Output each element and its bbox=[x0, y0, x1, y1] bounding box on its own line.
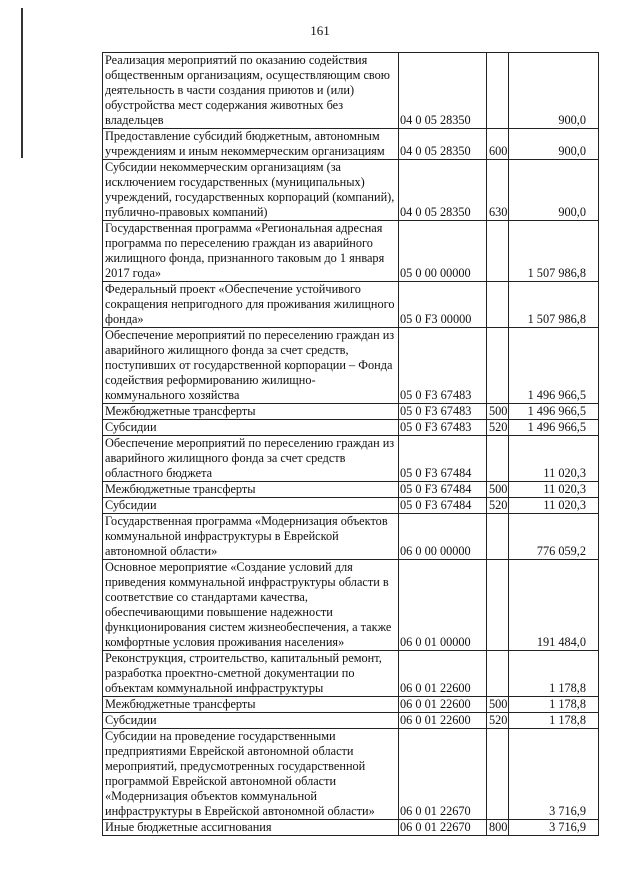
expense-type-code-cell bbox=[487, 651, 509, 697]
target-article-code-cell: 05 0 F3 67483 bbox=[399, 420, 487, 436]
table-row bbox=[103, 282, 599, 328]
item-name-cell: Государственная программа «Модернизация объектов коммунальной инфраструктуры в Еврейской автономной области» bbox=[103, 514, 399, 560]
item-name-cell: Реализация мероприятий по оказанию содействия общественным организациям, осуществляющим свою деятельность в части создания приютов и (или) обустройства мест содержания животных без владельцев bbox=[103, 53, 399, 129]
amount-cell: 1 507 986,8 bbox=[509, 221, 599, 282]
amount-cell: 1 507 986,8 bbox=[509, 282, 599, 328]
target-article-code-cell: 05 0 F3 67484 bbox=[399, 498, 487, 514]
item-name-cell: Обеспечение мероприятий по переселению граждан из аварийного жилищного фонда за счет средств областного бюджета bbox=[103, 436, 399, 482]
table-row bbox=[103, 129, 599, 160]
expense-type-code-cell: 520 bbox=[487, 713, 509, 729]
expense-type-code-cell: 520 bbox=[487, 420, 509, 436]
target-article-code-cell: 06 0 01 22600 bbox=[399, 697, 487, 713]
expense-type-code-cell: 630 bbox=[487, 160, 509, 221]
target-article-code-cell: 06 0 01 22600 bbox=[399, 651, 487, 697]
expense-type-code-cell bbox=[487, 560, 509, 651]
target-article-code-cell: 05 0 F3 67483 bbox=[399, 404, 487, 420]
expense-type-code-cell: 600 bbox=[487, 129, 509, 160]
amount-cell: 1 178,8 bbox=[509, 713, 599, 729]
item-name-cell: Обеспечение мероприятий по переселению граждан из аварийного жилищного фонда за счет средств, поступивших от государственной корпорации – Фонда содействия реформированию жилищно-коммунального хозяйства bbox=[103, 328, 399, 404]
amount-cell: 900,0 bbox=[509, 53, 599, 129]
amount-cell: 11 020,3 bbox=[509, 498, 599, 514]
target-article-code-cell: 04 0 05 28350 bbox=[399, 53, 487, 129]
item-name-cell: Реконструкция, строительство, капитальный ремонт, разработка проектно-сметной документации по объектам коммунальной инфраструктуры bbox=[103, 651, 399, 697]
table-row bbox=[103, 713, 599, 729]
expense-type-code-cell bbox=[487, 514, 509, 560]
amount-cell: 191 484,0 bbox=[509, 560, 599, 651]
table-row bbox=[103, 697, 599, 713]
table-row bbox=[103, 53, 599, 129]
table-row bbox=[103, 651, 599, 697]
target-article-code-cell: 06 0 00 00000 bbox=[399, 514, 487, 560]
amount-cell: 900,0 bbox=[509, 129, 599, 160]
item-name-cell: Субсидии bbox=[103, 498, 399, 514]
amount-cell: 1 178,8 bbox=[509, 697, 599, 713]
amount-cell: 776 059,2 bbox=[509, 514, 599, 560]
item-name-cell: Иные бюджетные ассигнования bbox=[103, 820, 399, 836]
item-name-cell: Предоставление субсидий бюджетным, автономным учреждениям и иным некоммерческим организациям bbox=[103, 129, 399, 160]
amount-cell: 1 496 966,5 bbox=[509, 420, 599, 436]
expense-type-code-cell bbox=[487, 53, 509, 129]
item-name-cell: Межбюджетные трансферты bbox=[103, 697, 399, 713]
expense-type-code-cell bbox=[487, 282, 509, 328]
amount-cell: 3 716,9 bbox=[509, 820, 599, 836]
target-article-code-cell: 05 0 00 00000 bbox=[399, 221, 487, 282]
expense-type-code-cell bbox=[487, 221, 509, 282]
amount-cell: 1 496 966,5 bbox=[509, 328, 599, 404]
expense-type-code-cell: 500 bbox=[487, 482, 509, 498]
table-row bbox=[103, 498, 599, 514]
target-article-code-cell: 05 0 F3 67484 bbox=[399, 482, 487, 498]
item-name-cell: Основное мероприятие «Создание условий для приведения коммунальной инфраструктуры области в соответствие со стандартами качества, обеспечивающими повышение надежности функционирования систем жизнеобеспечения, а также комфортные условия проживания населения» bbox=[103, 560, 399, 651]
target-article-code-cell: 06 0 01 22670 bbox=[399, 820, 487, 836]
expense-type-code-cell bbox=[487, 729, 509, 820]
expense-type-code-cell bbox=[487, 328, 509, 404]
item-name-cell: Федеральный проект «Обеспечение устойчивого сокращения непригодного для проживания жилищного фонда» bbox=[103, 282, 399, 328]
item-name-cell: Межбюджетные трансферты bbox=[103, 482, 399, 498]
budget-table bbox=[102, 52, 599, 836]
target-article-code-cell: 05 0 F3 67484 bbox=[399, 436, 487, 482]
page-number: 161 bbox=[310, 23, 330, 38]
target-article-code-cell: 06 0 01 22600 bbox=[399, 713, 487, 729]
table-row bbox=[103, 404, 599, 420]
amount-cell: 900,0 bbox=[509, 160, 599, 221]
expense-type-code-cell: 520 bbox=[487, 498, 509, 514]
expense-type-code-cell bbox=[487, 436, 509, 482]
target-article-code-cell: 04 0 05 28350 bbox=[399, 160, 487, 221]
table-row bbox=[103, 160, 599, 221]
expense-type-code-cell: 800 bbox=[487, 820, 509, 836]
table-row bbox=[103, 482, 599, 498]
amount-cell: 3 716,9 bbox=[509, 729, 599, 820]
item-name-cell: Субсидии bbox=[103, 713, 399, 729]
item-name-cell: Субсидии bbox=[103, 420, 399, 436]
target-article-code-cell: 05 0 F3 67483 bbox=[399, 328, 487, 404]
table-row bbox=[103, 560, 599, 651]
table-row bbox=[103, 729, 599, 820]
expense-type-code-cell: 500 bbox=[487, 697, 509, 713]
table-row bbox=[103, 436, 599, 482]
table-row bbox=[103, 328, 599, 404]
table-row bbox=[103, 820, 599, 836]
item-name-cell: Государственная программа «Региональная адресная программа по переселению граждан из аварийного жилищного фонда, признанного таковым до 1 января 2017 года» bbox=[103, 221, 399, 282]
expense-type-code-cell: 500 bbox=[487, 404, 509, 420]
amount-cell: 1 496 966,5 bbox=[509, 404, 599, 420]
table-row bbox=[103, 221, 599, 282]
table-row bbox=[103, 514, 599, 560]
target-article-code-cell: 04 0 05 28350 bbox=[399, 129, 487, 160]
amount-cell: 11 020,3 bbox=[509, 436, 599, 482]
amount-cell: 11 020,3 bbox=[509, 482, 599, 498]
amount-cell: 1 178,8 bbox=[509, 651, 599, 697]
table-row bbox=[103, 420, 599, 436]
target-article-code-cell: 05 0 F3 00000 bbox=[399, 282, 487, 328]
item-name-cell: Межбюджетные трансферты bbox=[103, 404, 399, 420]
target-article-code-cell: 06 0 01 22670 bbox=[399, 729, 487, 820]
target-article-code-cell: 06 0 01 00000 bbox=[399, 560, 487, 651]
item-name-cell: Субсидии на проведение государственными предприятиями Еврейской автономной области мероприятий, предусмотренных государственной программой Еврейской автономной области «Модернизация объектов коммунальной инфраструктуры в Еврейской автономной области» bbox=[103, 729, 399, 820]
budget-table-body bbox=[103, 53, 599, 836]
item-name-cell: Субсидии некоммерческим организациям (за исключением государственных (муниципальных) учреждений, государственных корпораций (компаний), публично-правовых компаний) bbox=[103, 160, 399, 221]
